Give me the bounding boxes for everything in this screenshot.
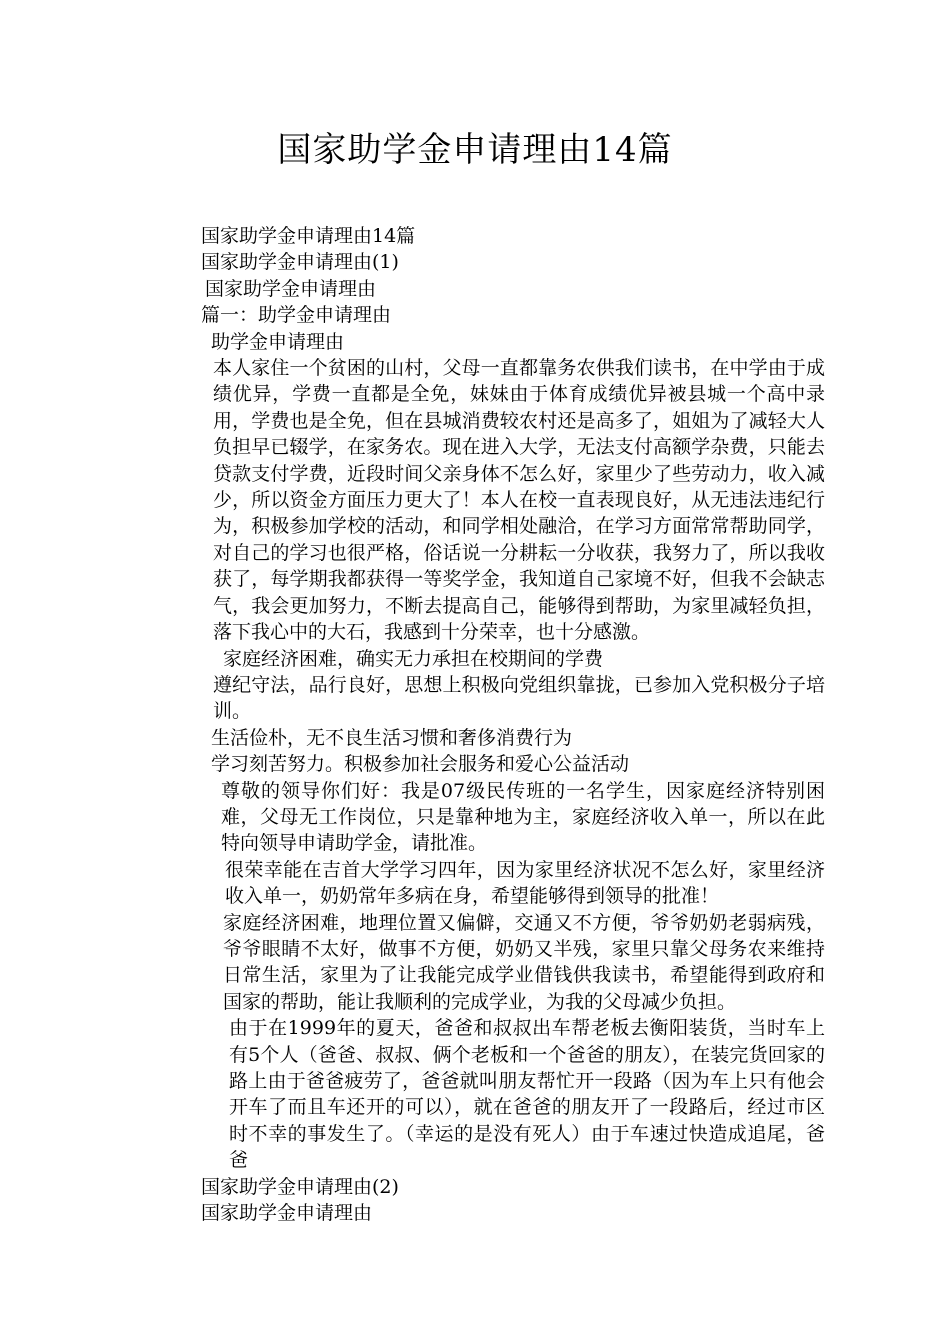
paragraph-financial-difficulty: 家庭经济困难，确实无力承担在校期间的学费 <box>223 647 604 670</box>
paragraph-subheading: 国家助学金申请理由 <box>205 277 377 300</box>
paragraph-respected-leaders: 尊敬的领导你们好：我是07级民传班的一名学生，因家庭经济特别困难，父母无工作岗位，只是靠种地为主，家庭经济收入单一，所以在此特向领导申请助学金，请批准。 <box>221 779 825 855</box>
page-title: 国家助学金申请理由14篇 <box>277 130 673 170</box>
paragraph-section-2-subheading: 国家助学金申请理由 <box>201 1202 373 1225</box>
paragraph-jishou-university: 很荣幸能在吉首大学学习四年，因为家里经济状况不怎么好，家里经济收入单一，奶奶常年多病在身，希望能够得到领导的批准！ <box>225 858 825 908</box>
paragraph-family-background: 本人家住一个贫困的山村，父母一直都靠务农供我们读书，在中学由于成绩优异，学费一直都是全免，妹妹由于体育成绩优异被县城一个高中录用，学费也是全免，但在县城消费较农村还是高多了，姐姐为了减轻大人负担早已辍学，在家务农。现在进入大学，无法支付高额学杂费，只能去贷款支付学费，近段时间父亲身体不怎么好，家里少了些劳动力，收入减少，所以资金方面压力更大了！本人在校一直表现良好，从无违法违纪行为，积极参加学校的活动，和同学相处融洽，在学习方面常常帮助同学，对自己的学习也很严格，俗话说一分耕耘一分收获，我努力了，所以我收获了，每学期我都获得一等奖学金，我知道自己家境不好，但我不会缺志气，我会更加努力，不断去提高自己，能够得到帮助，为家里减轻负担，落下我心中的大石，我感到十分荣幸，也十分感激。 <box>213 357 825 644</box>
paragraph-remote-location: 家庭经济困难，地理位置又偏僻，交通又不方便，爷爷奶奶老弱病残，爷爷眼睛不太好，做事不方便，奶奶又半残，家里只靠父母务农来维持日常生活，家里为了让我能完成学业借钱供我读书，希望能得到政府和国家的帮助，能让我顺利的完成学业，为我的父母减少负担。 <box>223 911 825 1013</box>
document-body <box>145 223 825 1226</box>
paragraph-section-1-heading: 国家助学金申请理由(1) <box>201 251 399 274</box>
paragraph-study-hard: 学习刻苦努力。积极参加社会服务和爱心公益活动 <box>211 753 630 776</box>
paragraph-section-2-heading: 国家助学金申请理由(2) <box>201 1175 399 1198</box>
paragraph-chapter-one-heading: 篇一：助学金申请理由 <box>201 304 392 327</box>
paragraph-collection-title: 国家助学金申请理由14篇 <box>201 225 416 247</box>
paragraph-frugal-life: 生活俭朴，无不良生活习惯和奢侈消费行为 <box>211 726 573 749</box>
paragraph-accident-1999: 由于在1999年的夏天，爸爸和叔叔出车帮老板去衡阳装货，当时车上有5个人（爸爸、叔叔、俩个老板和一个爸爸的朋友），在装完货回家的路上由于爸爸疲劳了，爸爸就叫朋友帮忙开一段路（因为车上只有他会开车了而且车还开的可以），就在爸爸的朋友开了一段路后，经过市区时不幸的事发生了。（幸运的是没有死人）由于车速过快造成追尾，爸爸 <box>229 1017 825 1172</box>
paragraph-conduct: 遵纪守法，品行良好，思想上积极向党组织靠拢，已参加入党积极分子培训。 <box>213 673 825 723</box>
paragraph-reason-heading: 助学金申请理由 <box>211 330 345 353</box>
